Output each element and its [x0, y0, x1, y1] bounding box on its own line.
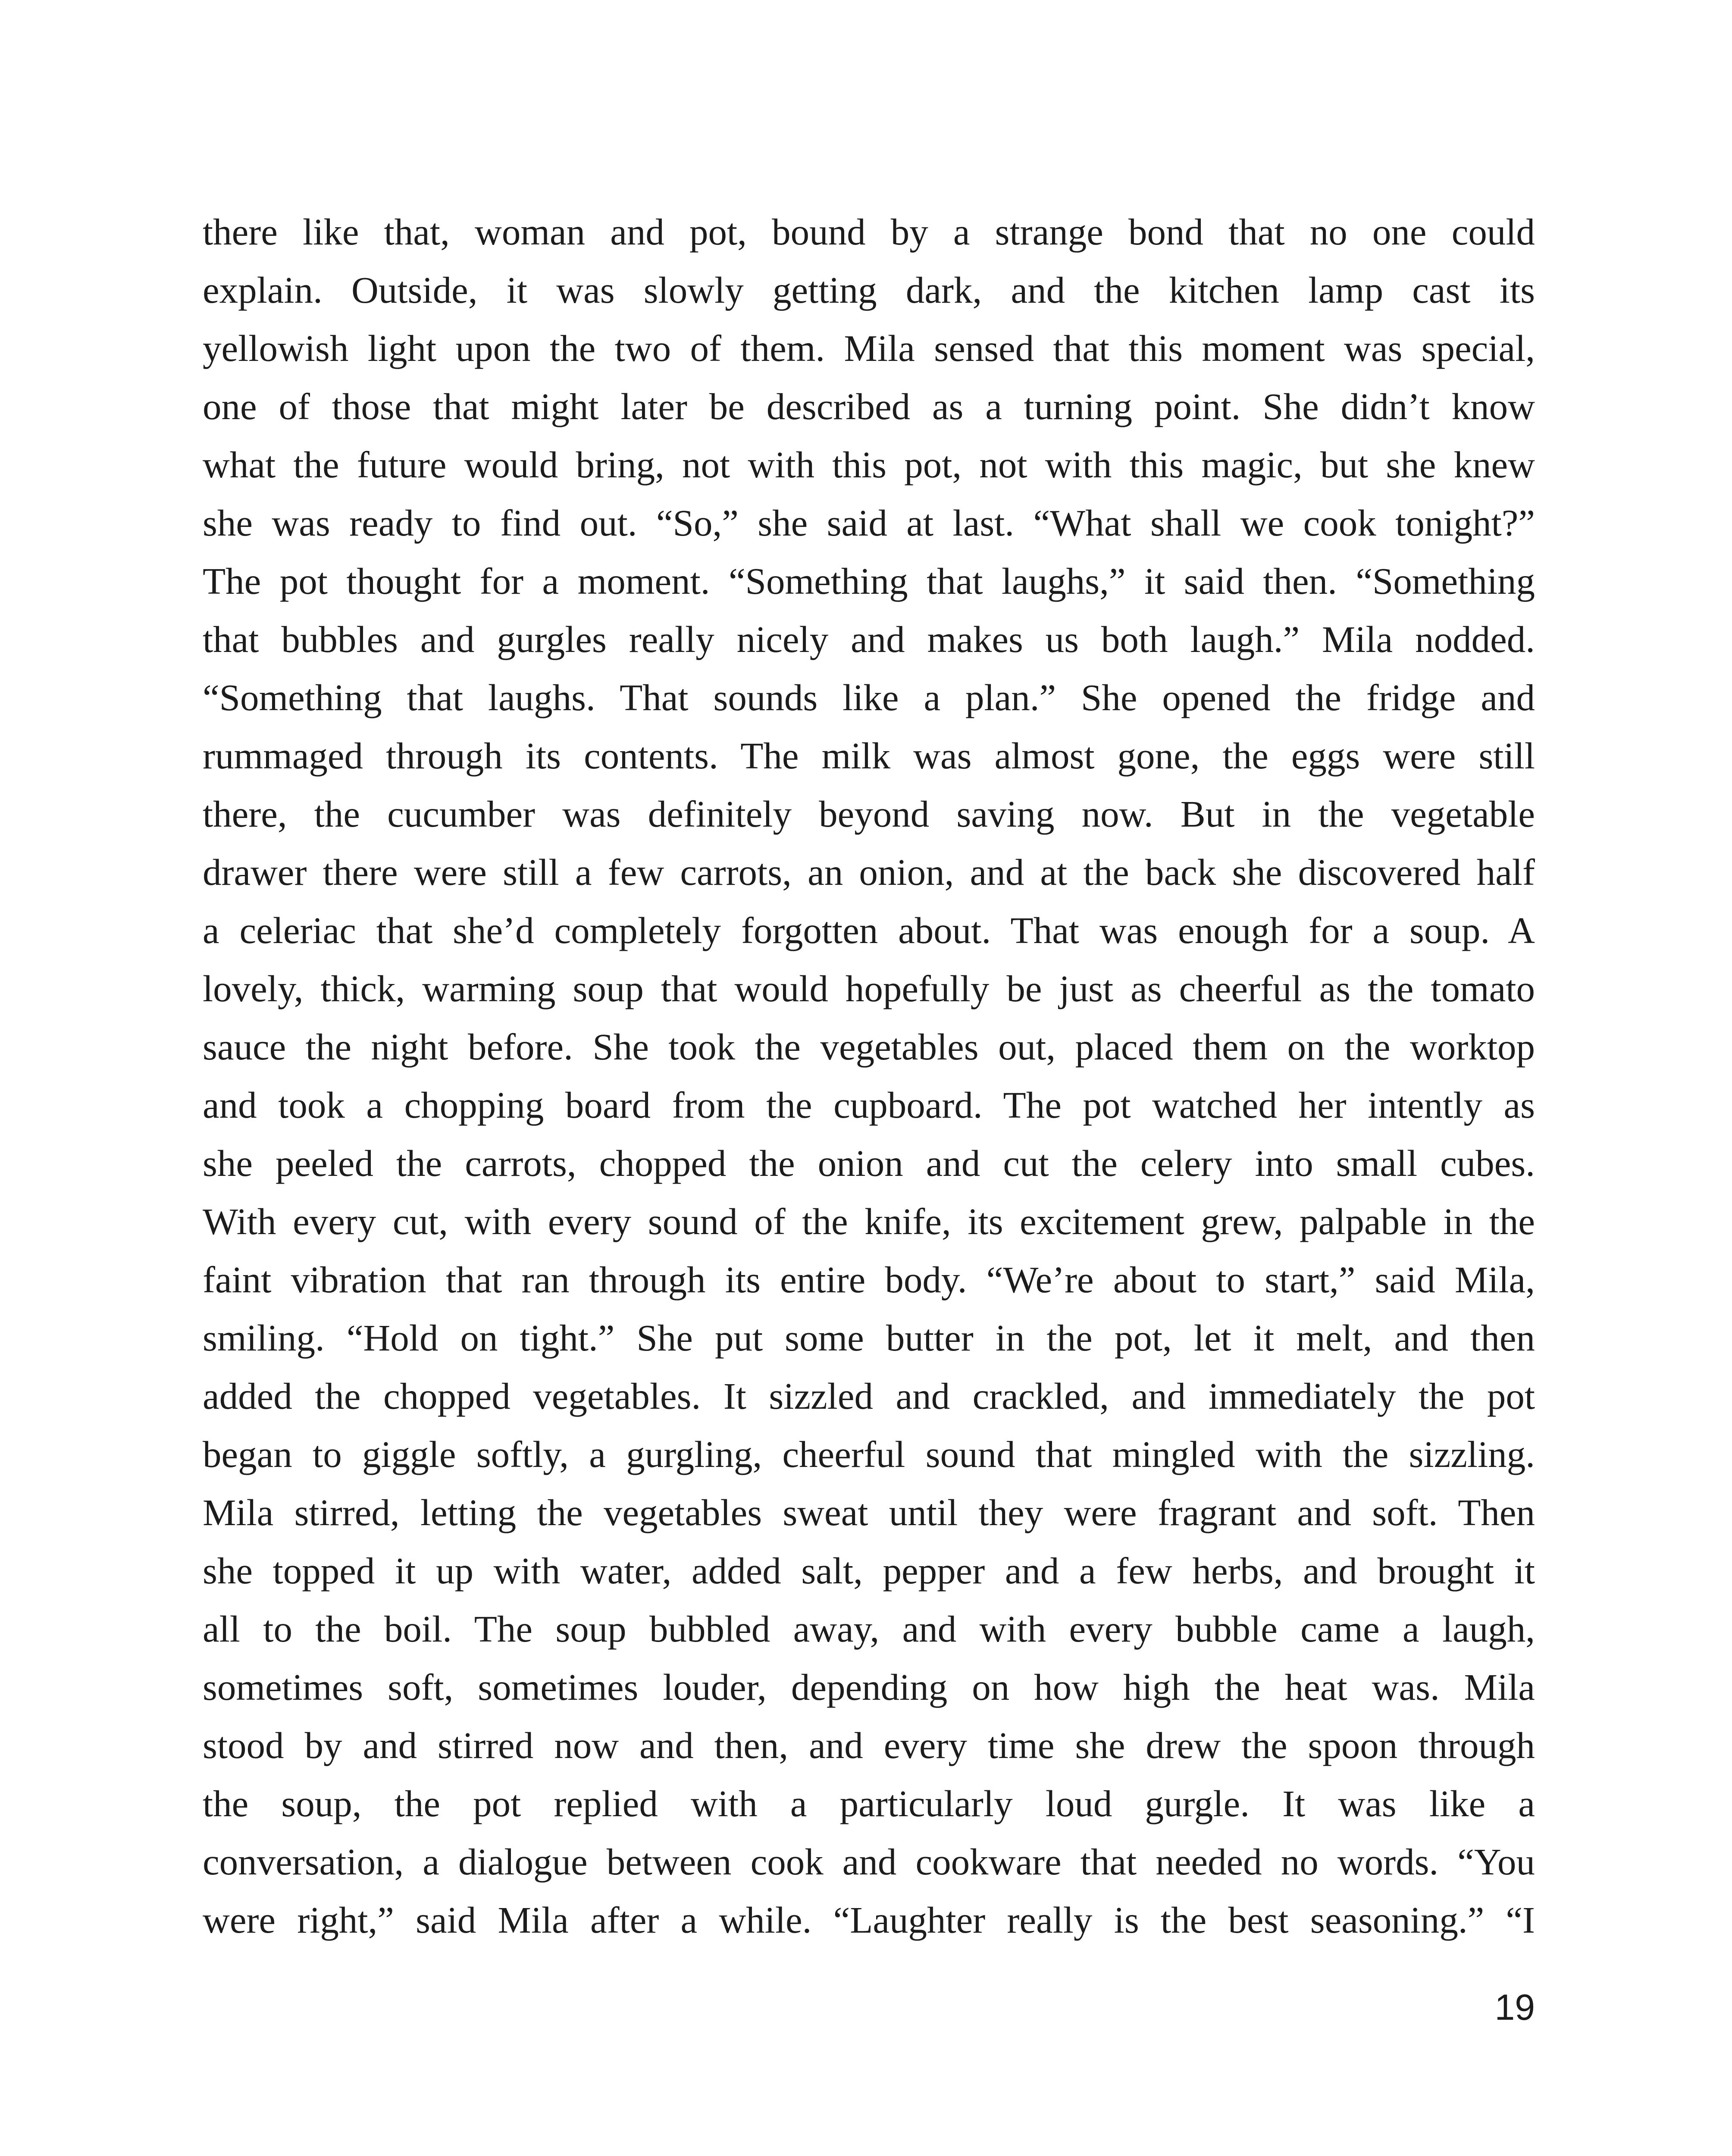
text-line: Mila stirred, letting the vegetables sweat until they were fragrant and soft. Then: [203, 1492, 1535, 1533]
text-line: one of those that might later be described as a turning point. She didn’t know: [203, 385, 1535, 427]
text-line: drawer there were still a few carrots, an onion, and at the back she discovered half: [203, 851, 1535, 893]
text-line: explain. Outside, it was slowly getting dark, and the kitchen lamp cast its: [203, 269, 1535, 311]
text-line: sometimes soft, sometimes louder, depending on how high the heat was. Mila: [203, 1666, 1535, 1708]
text-line: conversation, a dialogue between cook and cookware that needed no words. “You: [203, 1841, 1535, 1883]
text-line: With every cut, with every sound of the knife, its excitement grew, palpable in the: [203, 1200, 1535, 1242]
text-line: yellowish light upon the two of them. Mila sensed that this moment was special,: [203, 327, 1535, 369]
body-text: [203, 203, 1535, 1949]
text-line: and took a chopping board from the cupboard. The pot watched her intently as: [203, 1084, 1535, 1126]
text-line: sauce the night before. She took the vegetables out, placed them on the worktop: [203, 1026, 1535, 1068]
text-line: stood by and stirred now and then, and every time she drew the spoon through: [203, 1724, 1535, 1766]
text-line: rummaged through its contents. The milk was almost gone, the eggs were still: [203, 735, 1535, 777]
text-line: lovely, thick, warming soup that would hopefully be just as cheerful as the tomato: [203, 968, 1535, 1009]
text-line: a celeriac that she’d completely forgotten about. That was enough for a soup. A: [203, 909, 1535, 951]
text-line: began to giggle softly, a gurgling, cheerful sound that mingled with the sizzling.: [203, 1433, 1535, 1475]
text-line: “Something that laughs. That sounds like a plan.” She opened the fridge and: [203, 677, 1535, 718]
text-line: added the chopped vegetables. It sizzled and crackled, and immediately the pot: [203, 1375, 1535, 1417]
text-line: she was ready to find out. “So,” she said at last. “What shall we cook tonight?”: [203, 502, 1535, 544]
text-line: smiling. “Hold on tight.” She put some butter in the pot, let it melt, and then: [203, 1317, 1535, 1359]
text-line: the soup, the pot replied with a particularly loud gurgle. It was like a: [203, 1783, 1535, 1824]
text-line: that bubbles and gurgles really nicely and makes us both laugh.” Mila nodded.: [203, 618, 1535, 660]
text-line: all to the boil. The soup bubbled away, and with every bubble came a laugh,: [203, 1608, 1535, 1650]
text-line: there like that, woman and pot, bound by a strange bond that no one could: [203, 211, 1535, 253]
text-line: were right,” said Mila after a while. “Laughter really is the best seasoning.” “I: [203, 1899, 1535, 1941]
text-line: faint vibration that ran through its entire body. “We’re about to start,” said Mila,: [203, 1259, 1535, 1300]
text-line: she topped it up with water, added salt, pepper and a few herbs, and brought it: [203, 1550, 1535, 1592]
page-number: 19: [1494, 1987, 1535, 2028]
text-line: she peeled the carrots, chopped the onion and cut the celery into small cubes.: [203, 1142, 1535, 1184]
text-line: there, the cucumber was definitely beyond saving now. But in the vegetable: [203, 793, 1535, 835]
text-line: what the future would bring, not with this pot, not with this magic, but she knew: [203, 444, 1535, 486]
text-line: The pot thought for a moment. “Something that laughs,” it said then. “Something: [203, 560, 1535, 602]
